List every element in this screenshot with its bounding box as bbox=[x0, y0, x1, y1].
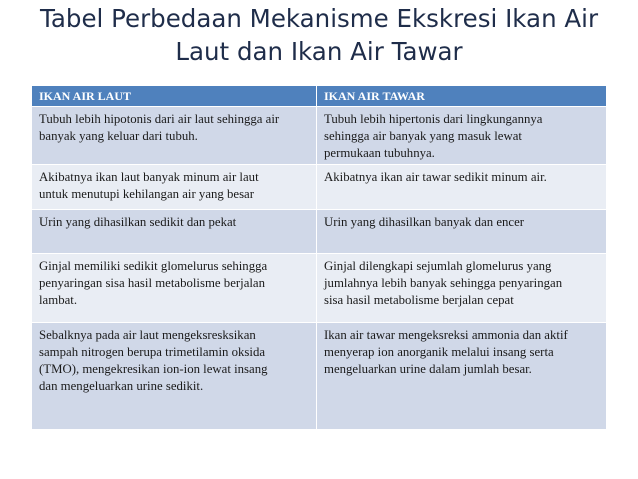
table-row bbox=[32, 107, 607, 165]
table-header-row bbox=[32, 86, 607, 107]
cell-line: penyaringan sisa hasil metabolisme berjalan bbox=[39, 276, 266, 290]
header-ikan-air-laut: IKAN AIR LAUT bbox=[32, 86, 317, 107]
cell-line: mengeluarkan urine dalam jumlah besar. bbox=[324, 362, 532, 376]
table-row bbox=[32, 323, 607, 430]
cell-laut bbox=[32, 210, 317, 254]
cell-tawar bbox=[317, 107, 607, 165]
title-line-2: Laut dan Ikan Air Tawar bbox=[175, 37, 463, 66]
cell-line: menyerap ion anorganik melalui insang serta bbox=[324, 345, 554, 359]
cell-line: Ginjal memiliki sedikit glomelurus sehingga bbox=[39, 259, 268, 273]
cell-line: Akibatnya ikan air tawar sedikit minum air. bbox=[324, 170, 547, 184]
cell-line: sisa hasil metabolisme berjalan cepat bbox=[324, 293, 514, 307]
cell-tawar bbox=[317, 323, 607, 430]
cell-line: Ginjal dilengkapi sejumlah glomelurus yang bbox=[324, 259, 552, 273]
cell-line: Akibatnya ikan laut banyak minum air laut bbox=[39, 170, 259, 184]
cell-tawar bbox=[317, 254, 607, 323]
cell-line: lambat. bbox=[39, 293, 78, 307]
cell-line: Urin yang dihasilkan banyak dan encer bbox=[324, 215, 525, 229]
cell-laut bbox=[32, 254, 317, 323]
table-row bbox=[32, 165, 607, 210]
title-line-1: Tabel Perbedaan Mekanisme Ekskresi Ikan Air bbox=[39, 4, 599, 33]
comparison-table bbox=[31, 85, 607, 430]
cell-line: Tubuh lebih hipertonis dari lingkungannya bbox=[324, 112, 543, 126]
cell-line: Ikan air tawar mengeksreksi ammonia dan aktif bbox=[324, 328, 568, 342]
slide-title bbox=[20, 2, 618, 68]
cell-line: Sebalknya pada air laut mengeksresksikan bbox=[39, 328, 256, 342]
cell-line: Urin yang dihasilkan sedikit dan pekat bbox=[39, 215, 237, 229]
cell-line: dan mengeluarkan urine sedikit. bbox=[39, 379, 204, 393]
cell-line: sehingga air banyak yang masuk lewat bbox=[324, 129, 522, 143]
cell-line: untuk menutupi kehilangan air yang besar bbox=[39, 187, 254, 201]
cell-line: permukaan tubuhnya. bbox=[324, 146, 435, 160]
cell-tawar bbox=[317, 210, 607, 254]
header-ikan-air-tawar: IKAN AIR TAWAR bbox=[317, 86, 607, 107]
cell-line: (TMO), mengekresikan ion-ion lewat insang bbox=[39, 362, 268, 376]
table-row bbox=[32, 210, 607, 254]
cell-tawar bbox=[317, 165, 607, 210]
cell-line: banyak yang keluar dari tubuh. bbox=[39, 129, 198, 143]
table-row bbox=[32, 254, 607, 323]
cell-laut bbox=[32, 107, 317, 165]
cell-laut bbox=[32, 165, 317, 210]
cell-line: jumlahnya lebih banyak sehingga penyaringan bbox=[324, 276, 563, 290]
cell-line: Tubuh lebih hipotonis dari air laut sehingga air bbox=[39, 112, 280, 126]
cell-line: sampah nitrogen berupa trimetilamin oksida bbox=[39, 345, 266, 359]
cell-laut bbox=[32, 323, 317, 430]
